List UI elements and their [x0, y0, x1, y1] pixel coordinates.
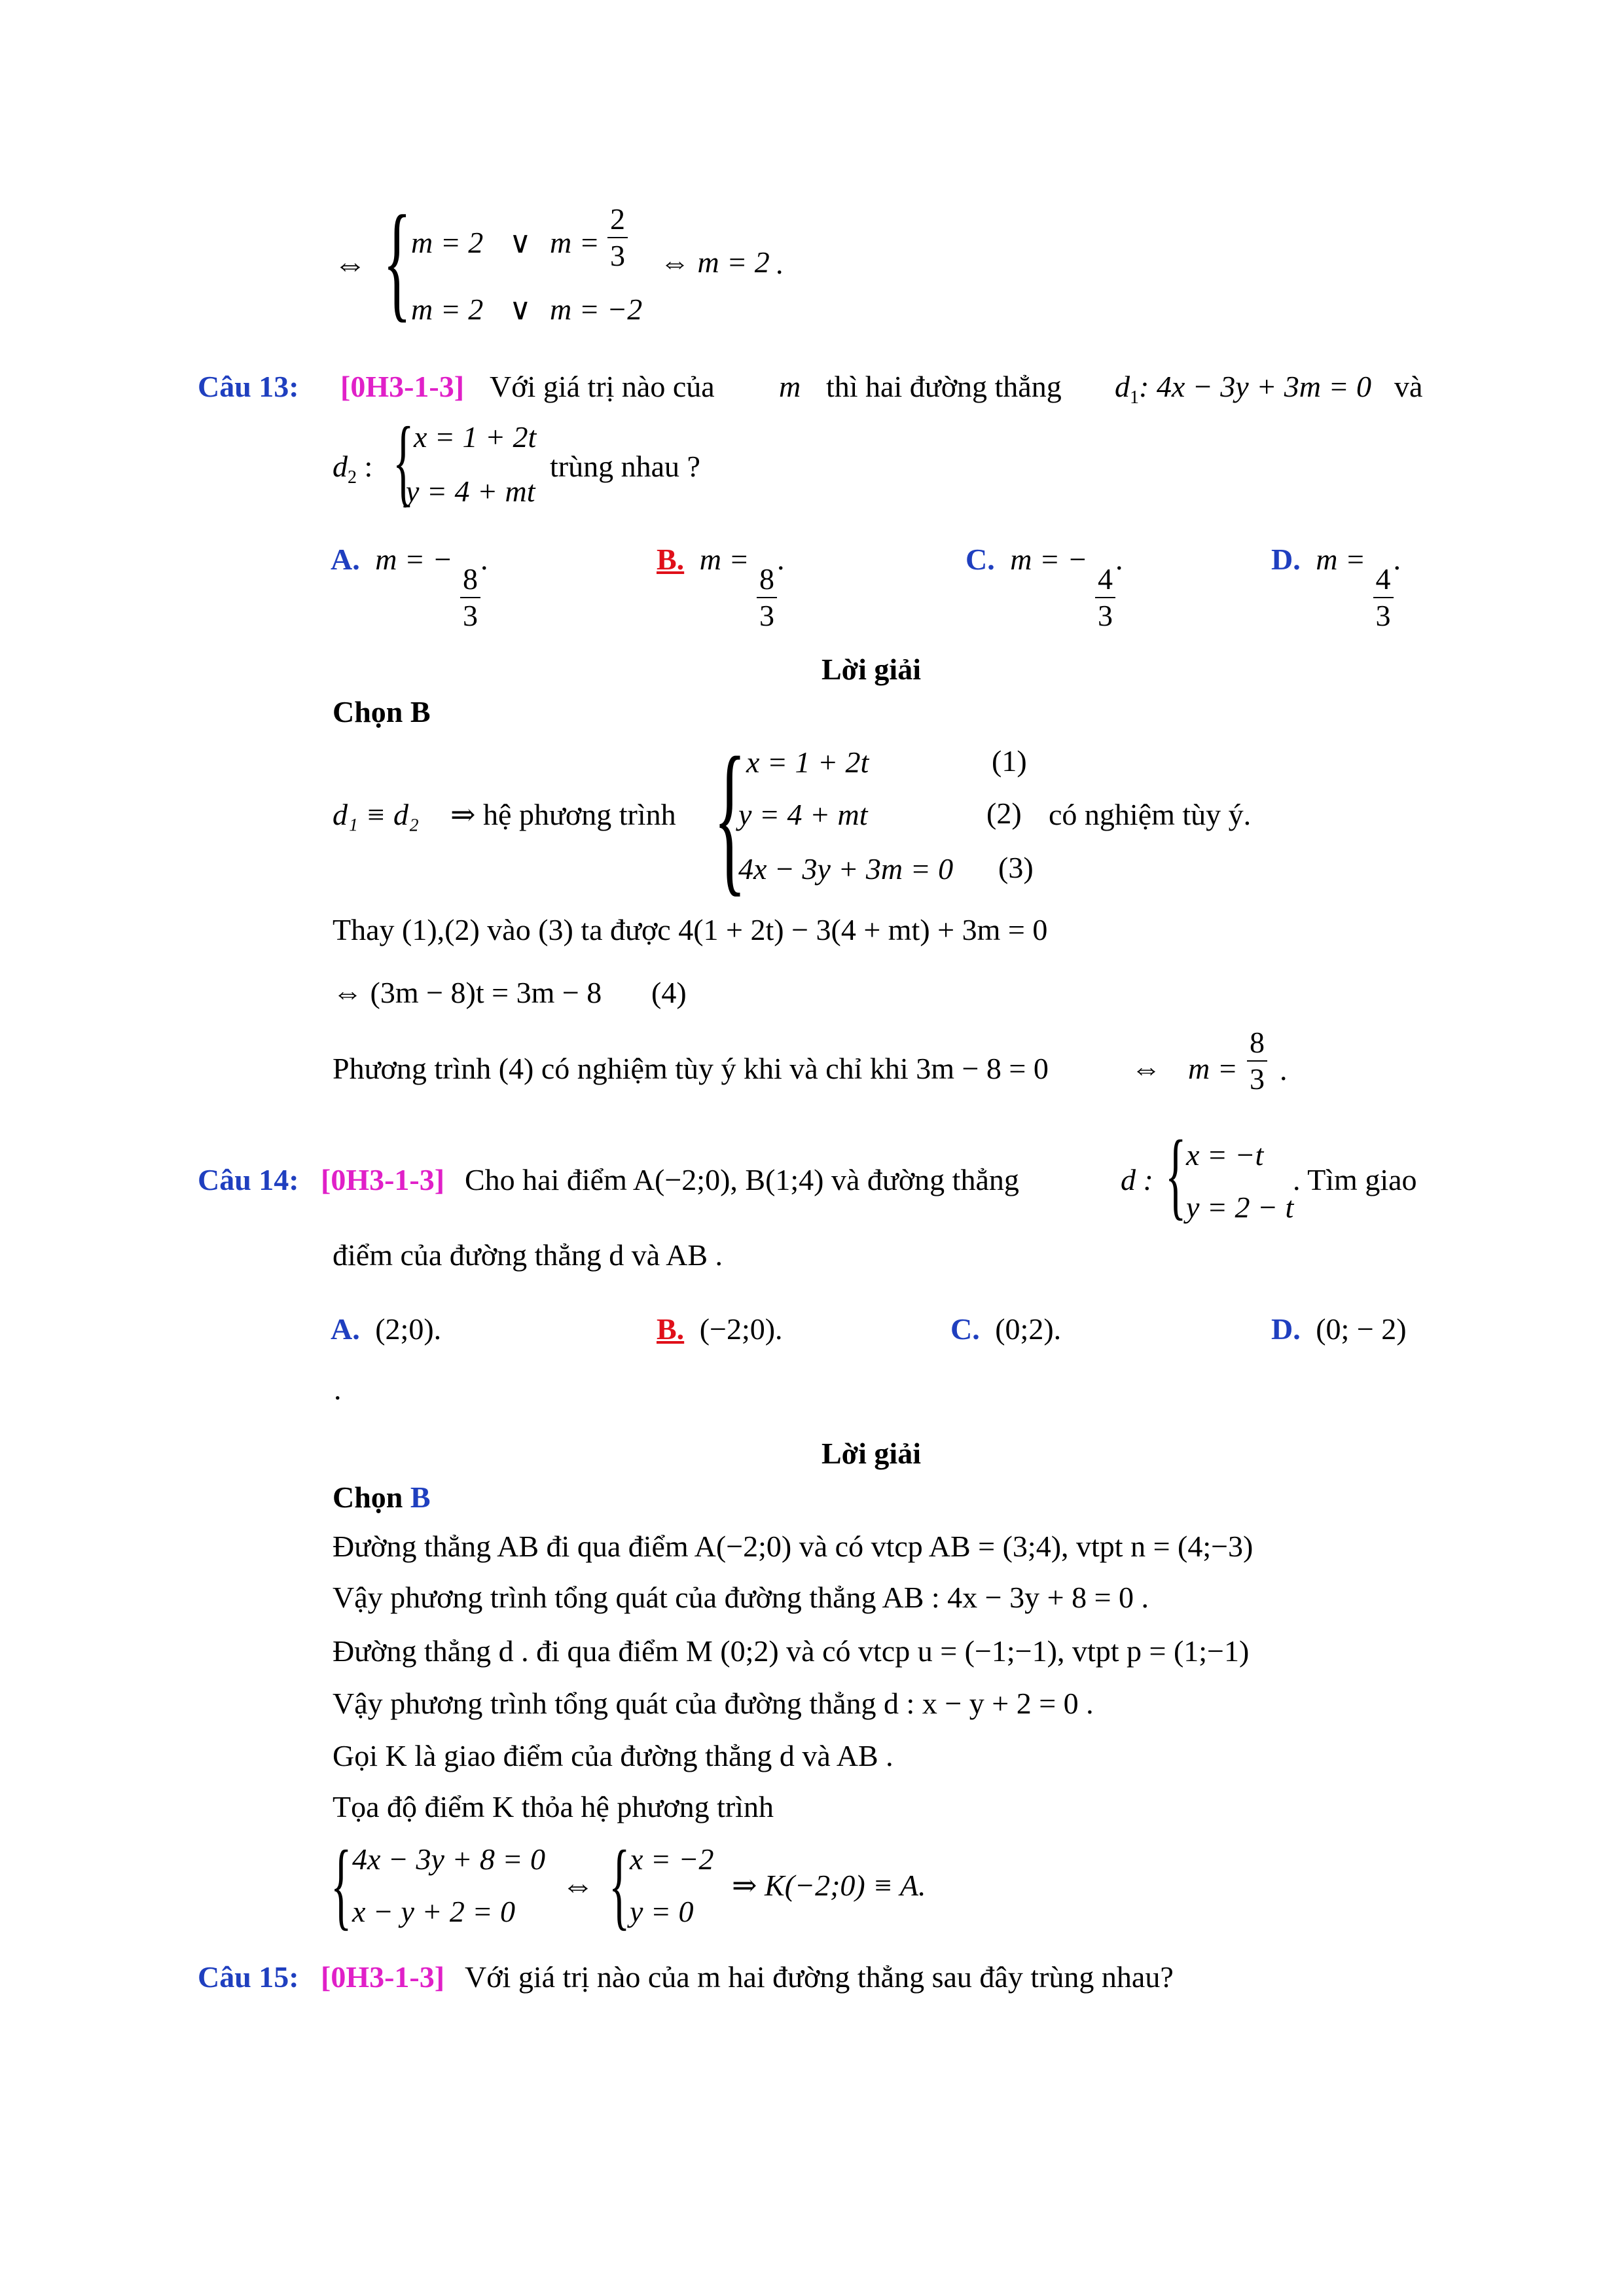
top-row2-right: m = −2 [550, 293, 643, 326]
q13-sol-tail: có nghiệm tùy ý. [1049, 798, 1252, 831]
top-row2-left: m = 2 [411, 293, 484, 326]
q13-text3: trùng nhau ? [550, 450, 700, 483]
q13-line-pt-res: m = [1188, 1052, 1238, 1085]
q14-text1: Cho hai điểm A(−2;0), B(1;4) và đường thẳng [465, 1163, 1019, 1196]
q14-line-6: Tọa độ điểm K thỏa hệ phương trình [333, 1790, 774, 1823]
q14-text2: . Tìm giao [1293, 1163, 1417, 1196]
q14-line-3: Đường thẳng d . đi qua điểm M (0;2) và có vtcp u = (−1;−1), vtpt p = (1;−1) [333, 1634, 1250, 1668]
q13-d1: $d_1$: 4x − 3y + 3m = 0 [1115, 370, 1371, 408]
q14-option-a[interactable]: A. (2;0). [331, 1312, 442, 1346]
q13-sol-tag3: (3) [998, 851, 1034, 884]
q13-line-iff-tag: (4) [651, 976, 687, 1009]
q13-d2: $d_2$ : [333, 450, 373, 488]
q13-text1: Với giá trị nào của [490, 370, 715, 403]
q13-sol-row2: y = 4 + mt [738, 798, 868, 831]
q14-final-brace-1: { [331, 1831, 352, 1939]
q14-sys-row2: y = 2 − t [1186, 1191, 1294, 1224]
q13-code: [0H3-1-3] [340, 370, 465, 403]
q13-solution-title: Lời giải [821, 653, 921, 686]
q14-option-d[interactable]: D. (0; − 2) [1271, 1312, 1407, 1346]
q14-line-5: Gọi K là giao điểm của đường thẳng d và AB . [333, 1739, 893, 1772]
q14-solution-title: Lời giải [821, 1437, 921, 1470]
q14-text3: điểm của đường thẳng d và AB . [333, 1238, 723, 1272]
q14-final-sys2-row1: x = −2 [630, 1842, 714, 1876]
q14-choose: Chọn B [333, 1480, 431, 1514]
q13-line-pt-frac: $\frac{8}{3}$ [1247, 1028, 1267, 1094]
q15-code: [0H3-1-3] [321, 1960, 445, 1994]
q14-final-iff: ⇔ [562, 1867, 594, 1903]
q14-line-4: Vậy phương trình tổng quát của đường thẳng d : x − y + 2 = 0 . [333, 1687, 1094, 1720]
top-row1-left: m = 2 [411, 226, 484, 259]
q15-text: Với giá trị nào của m hai đường thẳng sau đây trùng nhau? [465, 1960, 1174, 1994]
q13-sol-tag2: (2) [986, 797, 1022, 830]
q13-sol-lhs: d₁ ≡ d₂ [333, 798, 420, 831]
q13-option-a[interactable]: A. m = − $\frac{8}{3}$ . [331, 543, 488, 632]
q13-sol-row3: 4x − 3y + 3m = 0 [738, 852, 954, 886]
q14-final-sys2-row2: y = 0 [630, 1895, 694, 1928]
top-frac: $\frac{2}{3}$ [607, 204, 628, 271]
q13-sol-implies: ⇒ hệ phương trình [450, 798, 676, 831]
q14-final-brace-2: { [609, 1831, 630, 1939]
q14-label: Câu 14: [198, 1163, 299, 1196]
q13-label: Câu 13: [198, 370, 299, 403]
q13-text2: thì hai đường thẳng [826, 370, 1062, 403]
q14-option-c[interactable]: C. (0;2). [950, 1312, 1062, 1346]
q13-option-c[interactable]: C. m = − $\frac{4}{3}$ . [965, 543, 1123, 632]
q13-sys-brace: { [393, 407, 414, 516]
q13-option-b[interactable]: B. m = $\frac{8}{3}$ . [657, 543, 785, 632]
q15-label: Câu 15: [198, 1960, 299, 1994]
q14-code: [0H3-1-3] [321, 1163, 445, 1196]
q13-line-pt: Phương trình (4) có nghiệm tùy ý khi và chỉ khi 3m − 8 = 0 [333, 1052, 1049, 1085]
q14-d: d : [1121, 1163, 1153, 1196]
top-period: . [776, 247, 784, 280]
q13-line-pt-iff: ⇔ [1131, 1052, 1161, 1085]
q13-line-iff: ⇔ (3m − 8)t = 3m − 8 [333, 976, 602, 1009]
q14-sys-row1: x = −t [1186, 1138, 1264, 1172]
q13-line-thay: Thay (1),(2) vào (3) ta được 4(1 + 2t) − 3(4 + mt) + 3m = 0 [333, 913, 1048, 946]
top-conclusion: ⇔ m = 2 [660, 245, 770, 279]
q13-sol-tag1: (1) [992, 744, 1027, 778]
q14-final-sys1-row1: 4x − 3y + 8 = 0 [352, 1842, 545, 1876]
iff-symbol: ⇔ [334, 245, 367, 282]
system-brace: { [383, 189, 412, 334]
or-symbol-2: ∨ [509, 293, 532, 326]
q14-stray-dot: . [334, 1372, 342, 1406]
q14-final-sys1-row2: x − y + 2 = 0 [352, 1895, 515, 1928]
q13-sys-row2: y = 4 + mt [406, 475, 535, 508]
q13-sol-row1: x = 1 + 2t [746, 745, 869, 779]
q13-and: và [1394, 370, 1423, 403]
top-row1-right: m = [550, 226, 600, 259]
q13-option-d[interactable]: D. m = $\frac{4}{3}$ . [1271, 543, 1401, 632]
q14-final-result: ⇒ K(−2;0) ≡ A. [732, 1869, 926, 1902]
q14-line-1: Đường thẳng AB đi qua điểm A(−2;0) và có vtcp AB = (3;4), vtpt n = (4;−3) [333, 1530, 1254, 1563]
q13-choose: Chọn B [333, 695, 431, 728]
q14-sys-brace: { [1165, 1121, 1187, 1229]
q14-option-b[interactable]: B. (−2;0). [657, 1312, 783, 1346]
q14-line-2: Vậy phương trình tổng quát của đường thẳng AB : 4x − 3y + 8 = 0 . [333, 1581, 1149, 1614]
q13-sol-brace: { [713, 723, 746, 911]
or-symbol: ∨ [509, 226, 532, 259]
q13-period: . [1280, 1053, 1288, 1086]
q13-sys-row1: x = 1 + 2t [414, 420, 537, 454]
q13-m: m [779, 370, 801, 403]
